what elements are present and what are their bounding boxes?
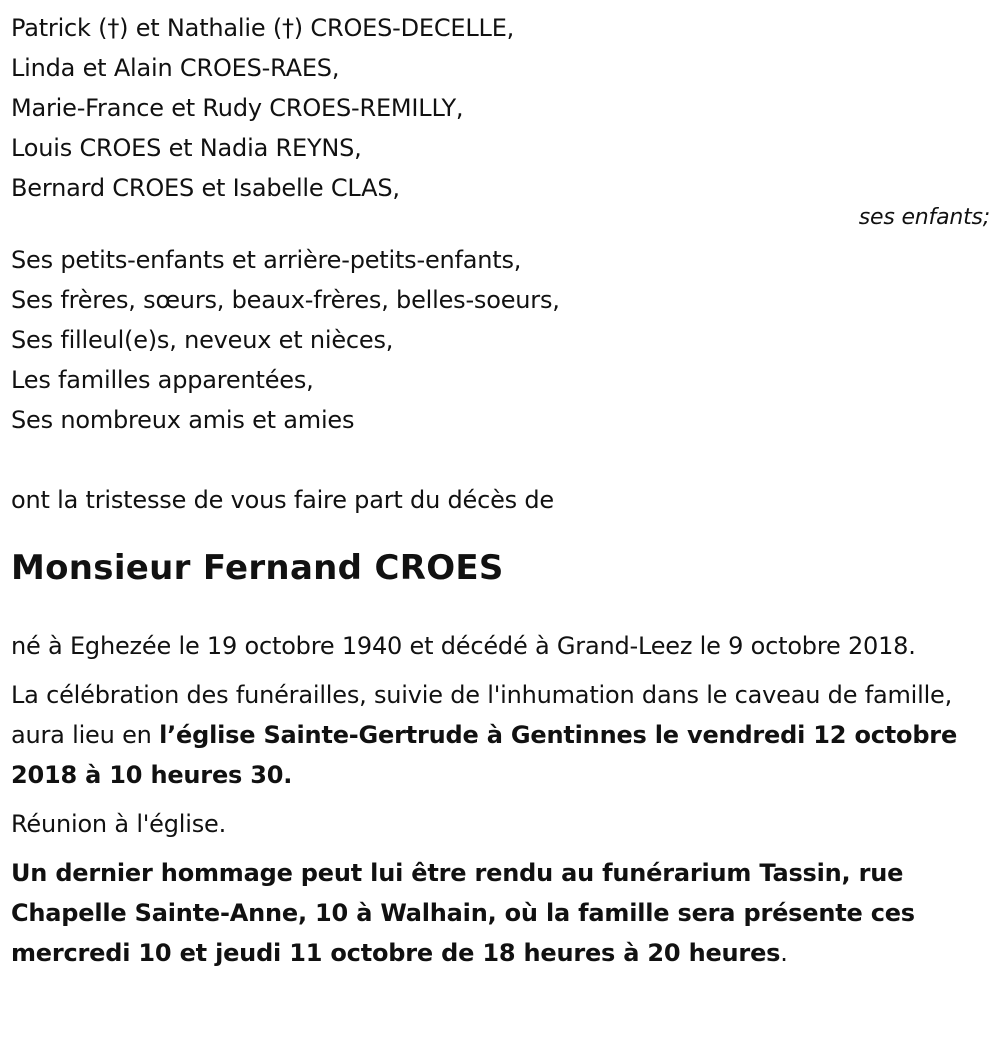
meeting-text: Réunion à l'église. <box>11 810 227 838</box>
relative-line: Ses filleul(e)s, neveux et nièces, <box>11 326 394 354</box>
tribute-paragraph <box>11 853 990 973</box>
funeral-paragraph <box>11 675 990 795</box>
funeral-details: l’église Sainte-Gertrude à Gentinnes le vendredi 12 octobre 2018 à 10 heures 30. <box>11 721 958 789</box>
child-line: Bernard CROES et Isabelle CLAS, <box>11 174 400 202</box>
child-line: Marie-France et Rudy CROES-REMILLY, <box>11 94 464 122</box>
tribute-text: Un dernier hommage peut lui être rendu au funérarium Tassin, rue Chapelle Sainte-Anne, 10 à Walhain, où la famille sera présente ces mercredi 10 et jeudi 11 octobre de 18 heures à 20 heures <box>11 859 915 967</box>
child-line: Linda et Alain CROES-RAES, <box>11 54 340 82</box>
child-line: Louis CROES et Nadia REYNS, <box>11 134 362 162</box>
relative-line: Ses petits-enfants et arrière-petits-enfants, <box>11 246 522 274</box>
deceased-name: Monsieur Fernand CROES <box>11 548 504 588</box>
children-list <box>11 8 990 208</box>
birth-death-text: né à Eghezée le 19 octobre 1940 et décédé à Grand-Leez le 9 octobre 2018. <box>11 632 916 660</box>
child-line: Patrick (†) et Nathalie (†) CROES-DECELLE, <box>11 14 515 42</box>
tribute-end: . <box>780 939 788 967</box>
relative-line: Ses frères, sœurs, beaux-frères, belles-soeurs, <box>11 286 560 314</box>
children-role-label: ses enfants; <box>858 205 990 230</box>
announcement-text: ont la tristesse de vous faire part du décès de <box>11 486 554 514</box>
funeral-intro: La célébration des funérailles, suivie de l'inhumation dans le caveau de famille, aura lieu en <box>11 681 953 749</box>
relatives-list <box>11 240 990 440</box>
relative-line: Ses nombreux amis et amies <box>11 406 355 434</box>
relative-line: Les familles apparentées, <box>11 366 314 394</box>
spacer <box>11 230 990 240</box>
spacer <box>11 440 990 480</box>
